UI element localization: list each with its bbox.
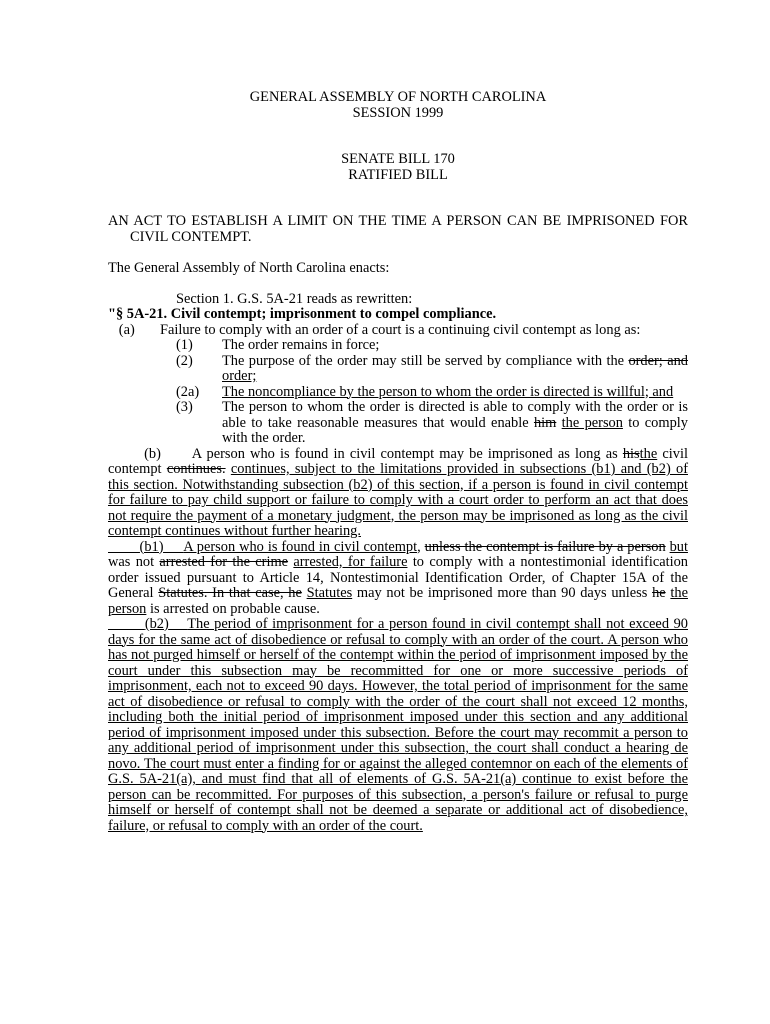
paragraph-b1-text-1: was not bbox=[108, 554, 155, 570]
paragraph-b-text: A person who is found in civil contempt may be imprisoned as long as bbox=[191, 445, 618, 462]
item-1 bbox=[108, 338, 688, 354]
paragraph-b1-inserted-1: A person who is found in civil contempt, bbox=[183, 538, 421, 555]
paragraph-b-deleted-1: his bbox=[622, 445, 640, 462]
item-3-deleted: him bbox=[533, 414, 557, 431]
item-1-text: The order remains in force; bbox=[222, 337, 380, 353]
paragraph-b1-text-2: to comply with a nontestimonial identification order issued pursuant to Article 14, Nontestimonial Identification Order, of Chapter 15A of the General bbox=[108, 554, 688, 601]
item-2-num: (2) bbox=[176, 352, 193, 369]
paragraph-b1-text-3: may not be imprisoned more than 90 days unless bbox=[356, 585, 648, 601]
paragraph-b1-deleted-1: unless the contempt is failure by a person bbox=[424, 538, 666, 555]
paragraph-b1-deleted-2: arrested for the crime bbox=[159, 554, 289, 570]
paragraph-a-text: Failure to comply with an order of a court is a continuing civil contempt as long as: bbox=[159, 321, 641, 338]
paragraph-b1-text-4: is arrested on probable cause. bbox=[149, 600, 320, 617]
paragraph-b-deleted-2: continues. bbox=[166, 461, 226, 477]
paragraph-b1-inserted-2: but bbox=[669, 538, 688, 555]
paragraph-a bbox=[108, 323, 688, 339]
paragraph-b1-inserted-3: arrested, for failure bbox=[293, 554, 408, 570]
item-2-inserted: order; bbox=[222, 368, 257, 384]
document-page bbox=[108, 90, 688, 834]
item-2a bbox=[108, 385, 688, 401]
session-line: SESSION 1999 bbox=[352, 104, 444, 121]
paragraph-b1 bbox=[108, 540, 688, 618]
item-2a-num: (2a) bbox=[176, 383, 200, 400]
statute-heading: "§ 5A-21. Civil contempt; imprisonment to compel compliance. bbox=[108, 306, 497, 322]
item-3 bbox=[108, 400, 688, 447]
assembly-title: GENERAL ASSEMBLY OF NORTH CAROLINA bbox=[249, 89, 547, 105]
paragraph-b-label: (b) bbox=[144, 445, 161, 462]
item-3-text-end: to comply with the order. bbox=[222, 414, 688, 446]
section-1-line: Section 1. G.S. 5A-21 reads as rewritten: bbox=[176, 290, 413, 307]
paragraph-b1-inserted-4: Statutes bbox=[306, 585, 353, 601]
item-2a-text: The noncompliance by the person to whom the order is directed is willful; and bbox=[222, 383, 674, 400]
bill-number: SENATE BILL 170 bbox=[341, 151, 455, 167]
item-2-text: The purpose of the order may still be served by compliance with the bbox=[222, 352, 625, 369]
paragraph-b-inserted-1: the bbox=[639, 445, 658, 462]
item-3-inserted: the person bbox=[561, 414, 623, 431]
paragraph-b1-deleted-4: he bbox=[652, 585, 666, 601]
item-2-deleted: order; and bbox=[628, 352, 688, 369]
item-3-num: (3) bbox=[176, 399, 193, 415]
act-title: AN ACT TO ESTABLISH A LIMIT ON THE TIME A PERSON CAN BE IMPRISONED FOR CIVIL CONTEMPT. bbox=[108, 213, 688, 245]
paragraph-b bbox=[108, 447, 688, 540]
item-2 bbox=[108, 354, 688, 385]
paragraph-b2-label: (b2) bbox=[144, 616, 169, 632]
paragraph-b-inserted-2: continues, subject to the limitations provided in subsections (b1) and (b2) of this section. Notwithstanding subsection (b2) of this section, if a person is found in civil contempt for failure to pay child support or failure to comply with a court order to perform an act that does not require the payment of a monetary judgment, the person may be imprisoned as long as the civil contempt continues without further hearing. bbox=[108, 461, 688, 539]
item-3-text: The person to whom the order is directed is able to comply with the order or is able to take reasonable measures that would enable bbox=[222, 399, 688, 431]
paragraph-b1-label: (b1) bbox=[139, 538, 164, 555]
paragraph-b2 bbox=[108, 617, 688, 834]
bill-status: RATIFIED BILL bbox=[348, 166, 448, 183]
paragraph-b1-deleted-3: Statutes. In that case, he bbox=[158, 585, 302, 601]
paragraph-b2-text: The period of imprisonment for a person found in civil contempt shall not exceed 90 days for the same act of disobedience or refusal to comply with an order of the court. A person who has not purged himself or herself of the contempt within the period of imprisonment imposed by the court under this subsection may be recommitted for one or more successive periods of imprisonment, each not to exceed 90 days. However, the total period of imprisonment for the same act of disobedience or refusal to comply with the order of the court shall not exceed 12 months, including both the initial period of imprisonment imposed under this section and any additional period of imprisonment imposed under this subsection. Before the court may recommit a person to any additional period of imprisonment under this subsection, the court shall conduct a hearing de novo. The court must enter a finding for or against the alleged contemnor on each of the elements of G.S. 5A-21(a), and must find that all of elements of G.S. 5A-21(a) continue to exist before the person can be recommitted. For purposes of this subsection, a person's failure or refusal to purge himself or herself of contempt shall not be deemed a separate or additional act of disobedience, failure, or refusal to comply with an order of the court. bbox=[108, 616, 689, 834]
paragraph-b-text-2: civil contempt bbox=[108, 445, 688, 477]
item-1-num: (1) bbox=[176, 337, 193, 353]
enacting-clause: The General Assembly of North Carolina enacts: bbox=[108, 259, 390, 276]
paragraph-b1-inserted-5: the person bbox=[108, 585, 688, 617]
paragraph-a-label: (a) bbox=[118, 321, 135, 338]
